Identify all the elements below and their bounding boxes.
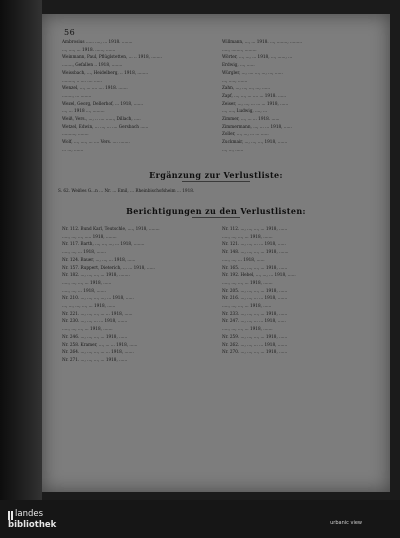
book-spine: [0, 0, 42, 500]
list-entry: Zeiser, ..., ..., ... ... ... 1918, ......: [222, 100, 289, 106]
list-entry: Nr. 271. ..., ..., ..., ... 1918, ......: [62, 356, 128, 362]
bottom-right-column: [222, 226, 372, 357]
list-entry: Würgler, ..., .... ..., ..., ..., ......: [222, 69, 283, 75]
list-entry: .........., ........: [62, 131, 89, 137]
list-entry: Nr. 157. Ruppert, Dieterich, ... ... 1918, ......: [62, 264, 155, 270]
top-right-column: [222, 39, 372, 155]
list-entry: Wezel, Georg, Dellerhof, ... 1918, .......: [62, 100, 144, 106]
list-entry: ....., ..., ..., ... 1918, .......: [222, 279, 273, 285]
list-entry: Zahn, ..., ..., ..., ..., ......: [222, 85, 271, 91]
heading-rule: [182, 181, 250, 182]
list-entry: Nr. 216. ..., ..., ... ... 1918, .......: [222, 295, 288, 301]
list-entry: Weissbach, ..., Heidelberg, .. 1918, ........: [62, 69, 149, 75]
list-entry: ....., ..., ..., ..... 1918, ........: [62, 233, 117, 239]
list-entry: ........, ... ........: [62, 92, 92, 98]
list-entry: Nr. 246. ..., ..., ..., ... 1918, ......: [62, 333, 128, 339]
list-entry: Nr. 264. ..., ..., ..., ... ... 1918, .......: [62, 349, 134, 355]
list-entry: Nr. 148. ..., ..., ..., ... 1918, .......: [222, 249, 289, 255]
list-entry: Zoller, ..., ..., ... ... ......: [222, 131, 269, 137]
list-entry: Nr. 165. ..., ..., ..., ... 1918, ......: [222, 264, 288, 270]
list-entry: ... ..., .......: [62, 146, 84, 152]
list-entry: Nr. 259. ..., ..., ..., ... 1918, ......: [222, 333, 288, 339]
page-number: 56: [64, 28, 76, 37]
logo-text-bottom: bibliothek: [8, 520, 57, 530]
list-entry: ........, Gefallen .. 1918, ........: [62, 62, 123, 68]
list-entry: Nr. 262. ..., ..., ... ... 1918, .......: [222, 341, 288, 347]
list-entry: ..., ..., ..., ..., ... 1918, ......: [62, 303, 116, 309]
supplement-entry: S. 62. Weißes G...n ... Nr. ... Emil, ... Rheinbischofsheim ... 1918.: [58, 188, 195, 193]
list-entry: Wenzel, ..., ... .... .... 1918. .......: [62, 85, 128, 91]
list-entry: Nr. 233. ..., ..., ..., ... 1918, ......: [222, 310, 288, 316]
list-entry: Nr. 221. ..., ..., ..., ... ... 1918, ......: [62, 310, 133, 316]
viewer-credit: urbanic view: [330, 520, 362, 526]
list-entry: Nr. 117. Barth, ..., ..., ..., ... 1918, ........: [62, 241, 145, 247]
list-entry: ..., ....., .......: [222, 77, 248, 83]
list-entry: Nr. 112. ..., ..., ..., ... 1918, ......: [222, 226, 288, 231]
logo-text-top: landes: [15, 509, 44, 519]
heading-rule: [192, 217, 240, 218]
list-entry: ....., ..., ..., ... 1918, .......: [62, 326, 113, 332]
list-entry: ..., ... 1918 ..., .........: [62, 108, 105, 114]
footer-bar: [0, 500, 400, 538]
list-entry: ........., .. .... .... ......: [62, 77, 102, 83]
scanned-page: [42, 14, 390, 492]
list-entry: ....., ..., ..., ... 1918, .......: [222, 326, 273, 332]
list-entry: Weiß, Vers., ..., .. .... ......, Dillach, .....: [62, 116, 141, 122]
list-entry: Erdwig, ..., ......: [222, 62, 255, 68]
list-entry: ....., ........, .........: [222, 46, 257, 52]
list-entry: ..., ...., Ludwig, ...., ...: [222, 108, 268, 114]
list-entry: Willmann, ..., ... 1918. ..., ........, .........: [222, 39, 303, 44]
list-entry: Nr. 270. ..., ..., ..., ... 1918, ......: [222, 349, 288, 355]
list-entry: Nr. 182. ..., ..., ..., ... 1918, ........: [62, 272, 130, 278]
list-entry: Ambrosius ...... ...., ... 1918. ........: [62, 39, 133, 44]
list-entry: Wetzel, Edwin, ... ..., ... .... Gersbach ......: [62, 123, 149, 129]
list-entry: ....., ..., ..., ... 1918, ......: [222, 303, 272, 309]
list-entry: Nr. 112. Bund Karl, Teutschle, ...., 1918, ........: [62, 226, 160, 231]
list-entry: Nr. 210. ..., ..., ..., ..., ... 1918, ......: [62, 295, 134, 301]
list-entry: ....., ..., ... 1918, ......: [222, 256, 265, 262]
list-entry: Zimmer, ..., ... ... 1918. ......: [222, 116, 280, 122]
list-entry: ..., ...., ... 1918. ......, .......: [62, 46, 116, 52]
list-entry: Weinmann, Paul, Pflüglstetten, ... .. 1918, ........: [62, 54, 162, 60]
list-entry: Zuckmair, ..., ..., ..., 1918, .......: [222, 139, 288, 145]
list-entry: ....., ..., ... 1918, .......: [62, 287, 106, 293]
list-entry: ....., ..., ... 1918, .......: [62, 249, 106, 255]
list-entry: ....., ..., ..., ... 1918, .......: [222, 233, 273, 239]
list-entry: Wörter, ..., ..., ... 1918, ..., ......, ...: [222, 54, 293, 60]
list-entry: ....., ..., ..., ... 1918, ......: [62, 279, 112, 285]
list-entry: Nr. 247. ..., ..., ... ... 1918, ......: [222, 318, 286, 324]
list-entry: Nr. 121. ..., ..., ... ... 1918, ......: [222, 241, 286, 247]
logo-mark: [8, 511, 10, 520]
logo-mark: [11, 511, 13, 520]
corrections-heading: Berichtigungen zu den Verlustlisten:: [126, 206, 306, 216]
bottom-left-column: [62, 226, 212, 365]
list-entry: Nr. 258. Kramer, ..., ... ... 1918, ......: [62, 341, 138, 347]
supplement-heading: Ergänzung zur Verlustliste:: [149, 170, 283, 180]
list-entry: Wolf, ..., ...., ... .... Vers. .... ........: [62, 139, 130, 145]
list-entry: Nr. 205. ..., ..., ..., ... 1918, ......: [222, 287, 288, 293]
list-entry: ..., ..., ......: [222, 146, 244, 152]
list-entry: Nr. 230. ..., ..., ... ... 1918, .......: [62, 318, 128, 324]
list-entry: Nr. 124. Bauer, ..., ..., ... 1918, ......: [62, 256, 136, 262]
top-left-column: [62, 39, 212, 155]
list-entry: Nr. 192. Hebel, ..., ..., ... 1918, ......: [222, 272, 296, 278]
list-entry: Zapf, ..., ..., ... .... ... 1918. ......: [222, 92, 287, 98]
list-entry: Zimmermann, ..., ... ... 1918, ......: [222, 123, 292, 129]
